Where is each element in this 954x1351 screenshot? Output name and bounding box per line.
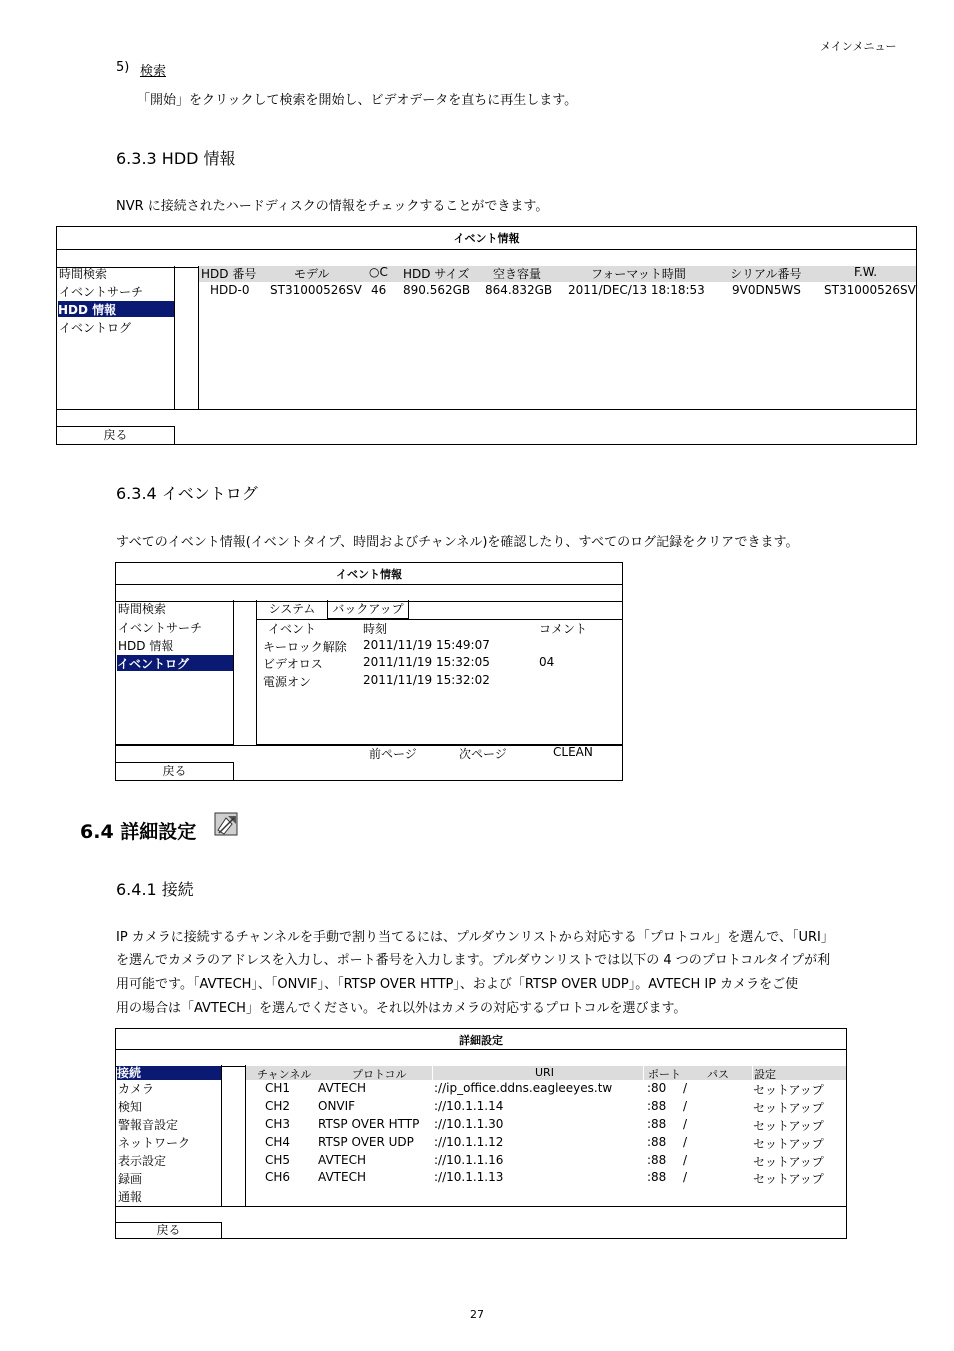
adv-cell-channel: CH2 <box>265 1099 291 1113</box>
eventlog-menu-item-event-search[interactable]: イベントサーチ <box>118 621 203 635</box>
hdd-menu-item-time-search[interactable]: 時間検索 <box>59 267 108 281</box>
advanced-heading: 6.4 詳細設定 <box>80 821 197 843</box>
eventlog-col-comment: コメント <box>539 622 588 636</box>
eventlog-panel-title: イベント情報 <box>336 568 402 581</box>
advanced-back-button[interactable]: 戻る <box>115 1222 222 1239</box>
adv-cell-uri[interactable]: ://ip_office.ddns.eagleeyes.tw <box>434 1081 613 1095</box>
eventlog-heading: 6.3.4 イベントログ <box>116 484 258 503</box>
hdd-panel <box>56 226 917 445</box>
adv-cell-port[interactable]: :80 <box>647 1081 667 1095</box>
eventlog-cell: 2011/11/19 15:32:05 <box>363 655 490 669</box>
adv-cell-protocol[interactable]: RTSP OVER UDP <box>318 1135 414 1149</box>
adv-cell-uri[interactable]: ://10.1.1.16 <box>434 1153 504 1167</box>
advanced-menu-item-connection[interactable]: 接続 <box>117 1066 221 1080</box>
hdd-cell: 9V0DN5WS <box>732 283 801 297</box>
advanced-para-line: 用の場合は「AVTECH」を選んでください。それ以外はカメラの対応するプロトコルを選びます。 <box>116 1001 687 1016</box>
adv-col-settings: 設定 <box>754 1068 776 1081</box>
hdd-menu-item-event-search[interactable]: イベントサーチ <box>59 285 144 299</box>
adv-cell-uri[interactable]: ://10.1.1.12 <box>434 1135 504 1149</box>
adv-col-protocol: プロトコル <box>352 1068 407 1081</box>
hdd-back-button[interactable]: 戻る <box>56 426 175 445</box>
adv-col-path: パス <box>707 1068 729 1081</box>
adv-cell-channel: CH1 <box>265 1081 291 1095</box>
hdd-cell: 2011/DEC/13 18:18:53 <box>568 283 705 297</box>
hdd-col-fw: F.W. <box>854 265 878 279</box>
advanced-para-line: IP カメラに接続するチャンネルを手動で割り当てるには、プルダウンリストから対応する「プロトコル」を選んで、「URI」 <box>116 930 834 945</box>
hdd-col-model: モデル <box>294 267 330 281</box>
adv-cell-uri[interactable]: ://10.1.1.30 <box>434 1117 504 1131</box>
adv-cell-path[interactable]: / <box>683 1117 688 1131</box>
eventlog-cell: キーロック解除 <box>263 640 347 654</box>
adv-cell-path[interactable]: / <box>683 1081 688 1095</box>
adv-setup-button[interactable]: セットアップ <box>753 1172 824 1186</box>
eventlog-cell: 電源オン <box>263 675 312 689</box>
advanced-panel <box>115 1028 847 1239</box>
adv-cell-path[interactable]: / <box>683 1099 688 1113</box>
adv-cell-uri[interactable]: ://10.1.1.14 <box>434 1099 504 1113</box>
eventlog-cell: 2011/11/19 15:32:02 <box>363 673 490 687</box>
hdd-col-free: 空き容量 <box>493 267 542 281</box>
advanced-para-line: 用可能です。「AVTECH」、「ONVIF」、「RTSP OVER HTTP」、および「RTSP OVER UDP」。AVTECH IP カメラをご使 <box>116 977 799 992</box>
adv-cell-uri[interactable]: ://10.1.1.13 <box>434 1170 504 1184</box>
advanced-para-line: を選んでカメラのアドレスを入力し、ポート番号を入力します。プルダウンリストでは以下の 4 つのプロトコルタイプが利 <box>116 953 831 968</box>
search-title: 検索 <box>140 64 167 79</box>
hdd-cell: 890.562GB <box>403 283 471 297</box>
adv-cell-protocol[interactable]: AVTECH <box>318 1081 366 1095</box>
adv-setup-button[interactable]: セットアップ <box>753 1101 824 1115</box>
advanced-menu-item-network[interactable]: ネットワーク <box>118 1136 191 1150</box>
advanced-menu-item-alert-sound[interactable]: 警報音設定 <box>118 1118 179 1132</box>
next-page-button[interactable]: 次ページ <box>459 747 507 761</box>
hdd-col-number: HDD 番号 <box>201 267 257 281</box>
advanced-menu-item-display[interactable]: 表示設定 <box>118 1154 167 1168</box>
running-header: メインメニュー <box>820 40 897 53</box>
eventlog-menu-item-hdd-info[interactable]: HDD 情報 <box>118 639 174 653</box>
adv-cell-protocol[interactable]: AVTECH <box>318 1153 366 1167</box>
eventlog-panel <box>115 562 623 781</box>
search-number: 5) <box>116 60 130 75</box>
tab-backup[interactable]: バックアップ <box>327 600 409 619</box>
eventlog-desc: すべてのイベント情報(イベントタイプ、時間およびチャンネル)を確認したり、すべてのログ記録をクリアできます。 <box>116 535 799 550</box>
adv-cell-channel: CH6 <box>265 1170 291 1184</box>
adv-cell-channel: CH3 <box>265 1117 291 1131</box>
adv-setup-button[interactable]: セットアップ <box>753 1137 824 1151</box>
advanced-sub-heading: 6.4.1 接続 <box>116 880 194 899</box>
adv-cell-port[interactable]: :88 <box>647 1117 667 1131</box>
advanced-panel-title: 詳細設定 <box>459 1034 503 1047</box>
adv-cell-port[interactable]: :88 <box>647 1099 667 1113</box>
adv-cell-protocol[interactable]: AVTECH <box>318 1170 366 1184</box>
hdd-cell: ST31000526SV <box>270 283 362 297</box>
eventlog-cell: 2011/11/19 15:49:07 <box>363 638 490 652</box>
adv-cell-port[interactable]: :88 <box>647 1135 667 1149</box>
adv-col-uri: URI <box>535 1066 554 1079</box>
hdd-menu-item-event-log[interactable]: イベントログ <box>59 321 132 335</box>
hdd-heading: 6.3.3 HDD 情報 <box>116 149 236 168</box>
eventlog-col-event: イベント <box>268 622 317 636</box>
hdd-col-temp: ○C <box>369 265 388 279</box>
adv-setup-button[interactable]: セットアップ <box>753 1119 824 1133</box>
advanced-menu-item-record[interactable]: 録画 <box>118 1172 143 1186</box>
advanced-menu-item-detection[interactable]: 検知 <box>118 1100 143 1114</box>
adv-col-port: ポート <box>648 1068 681 1081</box>
adv-cell-port[interactable]: :88 <box>647 1153 667 1167</box>
hdd-desc: NVR に接続されたハードディスクの情報をチェックすることができます。 <box>116 199 549 214</box>
adv-cell-path[interactable]: / <box>683 1170 688 1184</box>
advanced-menu-item-camera[interactable]: カメラ <box>118 1082 155 1096</box>
prev-page-button[interactable]: 前ページ <box>369 747 417 761</box>
eventlog-col-time: 時刻 <box>363 622 388 636</box>
advanced-settings-icon <box>214 812 240 838</box>
hdd-col-serial: シリアル番号 <box>730 267 802 281</box>
adv-col-channel: チャンネル <box>257 1068 312 1081</box>
search-desc: 「開始」をクリックして検索を開始し、ビデオデータを直ちに再生します。 <box>137 93 578 108</box>
eventlog-menu-item-event-log[interactable]: イベントログ <box>117 655 233 671</box>
adv-cell-path[interactable]: / <box>683 1135 688 1149</box>
hdd-menu-item-hdd-info[interactable]: HDD 情報 <box>58 301 174 317</box>
eventlog-back-button[interactable]: 戻る <box>115 762 234 781</box>
hdd-panel-title: イベント情報 <box>453 232 520 245</box>
page-number: 27 <box>470 1308 484 1321</box>
hdd-col-size: HDD サイズ <box>403 267 470 281</box>
advanced-menu-item-notify[interactable]: 通報 <box>118 1190 143 1204</box>
adv-cell-protocol[interactable]: ONVIF <box>318 1099 356 1113</box>
adv-setup-button[interactable]: セットアップ <box>753 1155 824 1169</box>
adv-cell-channel: CH5 <box>265 1153 291 1167</box>
hdd-cell: 46 <box>371 283 387 297</box>
hdd-cell: ST31000526SV <box>824 283 916 297</box>
eventlog-cell: 04 <box>539 655 555 669</box>
adv-cell-protocol[interactable]: RTSP OVER HTTP <box>318 1117 420 1131</box>
hdd-cell: 864.832GB <box>485 283 553 297</box>
eventlog-cell: ビデオロス <box>263 657 323 671</box>
adv-setup-button[interactable]: セットアップ <box>753 1083 824 1097</box>
eventlog-menu-item-time-search[interactable]: 時間検索 <box>118 602 167 616</box>
clean-button[interactable]: CLEAN <box>553 745 593 759</box>
hdd-cell: HDD-0 <box>210 283 250 297</box>
adv-cell-channel: CH4 <box>265 1135 291 1149</box>
tab-system[interactable]: システム <box>256 600 328 620</box>
adv-cell-path[interactable]: / <box>683 1153 688 1167</box>
hdd-col-format-time: フォーマット時間 <box>591 267 686 281</box>
adv-cell-port[interactable]: :88 <box>647 1170 667 1184</box>
